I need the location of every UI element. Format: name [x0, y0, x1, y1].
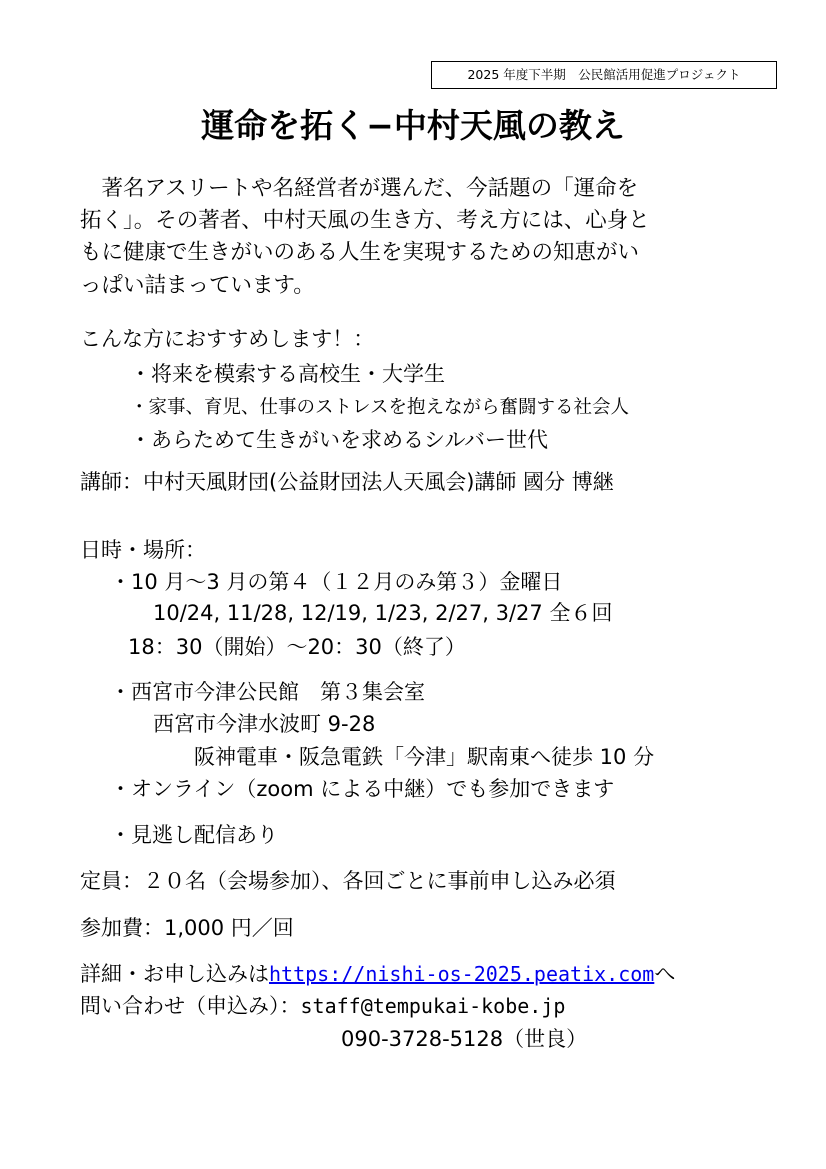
details-prefix: 詳細・お申し込みは — [80, 962, 269, 986]
venue-address: 西宮市今津水波町 9-28 — [153, 712, 376, 736]
fee-info: 参加費：1,000 円／回 — [80, 916, 294, 940]
details-line — [80, 959, 675, 989]
lecturer-info: 講師：中村天風財団(公益財団法人天風会)講師 國分 博継 — [80, 470, 614, 494]
project-tag: 2025 年度下半期 公民館活用促進プロジェクト — [431, 61, 777, 89]
details-suffix: へ — [654, 962, 676, 986]
contact-label: 問い合わせ（申込み）： — [80, 994, 301, 1018]
page-title: 運命を拓く−中村天風の教え — [201, 106, 625, 145]
recommend-item: ・将来を模索する高校生・大学生 — [130, 362, 445, 386]
recommend-heading: こんな方におすすめします！： — [80, 327, 375, 351]
contact-email[interactable]: staff@tempukai-kobe.jp — [300, 994, 566, 1018]
replay-option: ・見逃し配信あり — [110, 823, 278, 847]
schedule-time: 18：30（開始）〜20：30（終了） — [128, 635, 466, 659]
venue-name: ・西宮市今津公民館 第３集会室 — [110, 680, 425, 704]
schedule-dates: 10/24, 11/28, 12/19, 1/23, 2/27, 3/27 全６回 — [153, 601, 613, 625]
intro-line: っぱい詰まっています。 — [80, 273, 315, 298]
registration-link[interactable]: https://nishi-os-2025.peatix.com — [269, 962, 655, 986]
schedule-heading: 日時・場所： — [80, 538, 206, 562]
recommend-item: ・あらためて生きがいを求めるシルバー世代 — [130, 428, 549, 452]
recommend-item: ・家事、育児、仕事のストレスを抱えながら奮闘する社会人 — [130, 397, 629, 418]
venue-access: 阪神電車・阪急電鉄「今津」駅南東へ徒歩 10 分 — [194, 745, 655, 769]
online-option: ・オンライン（zoom による中継）でも参加できます — [110, 777, 615, 801]
schedule-when: ・10 月〜3 月の第４（１２月のみ第３）金曜日 — [110, 570, 563, 594]
intro-line: 拓く」。その著者、中村天風の生き方、考え方には、心身と — [80, 208, 650, 233]
intro-line: もに健康で生きがいのある人生を実現するための知恵がい — [80, 240, 640, 265]
contact-phone: 090-3728-5128（世良） — [341, 1027, 588, 1051]
contact-line — [80, 991, 565, 1021]
intro-line: 著名アスリートや名経営者が選んだ、今話題の「運命を — [80, 176, 639, 201]
capacity-info: 定員：２０名（会場参加）、各回ごとに事前申し込み必須 — [80, 869, 616, 893]
